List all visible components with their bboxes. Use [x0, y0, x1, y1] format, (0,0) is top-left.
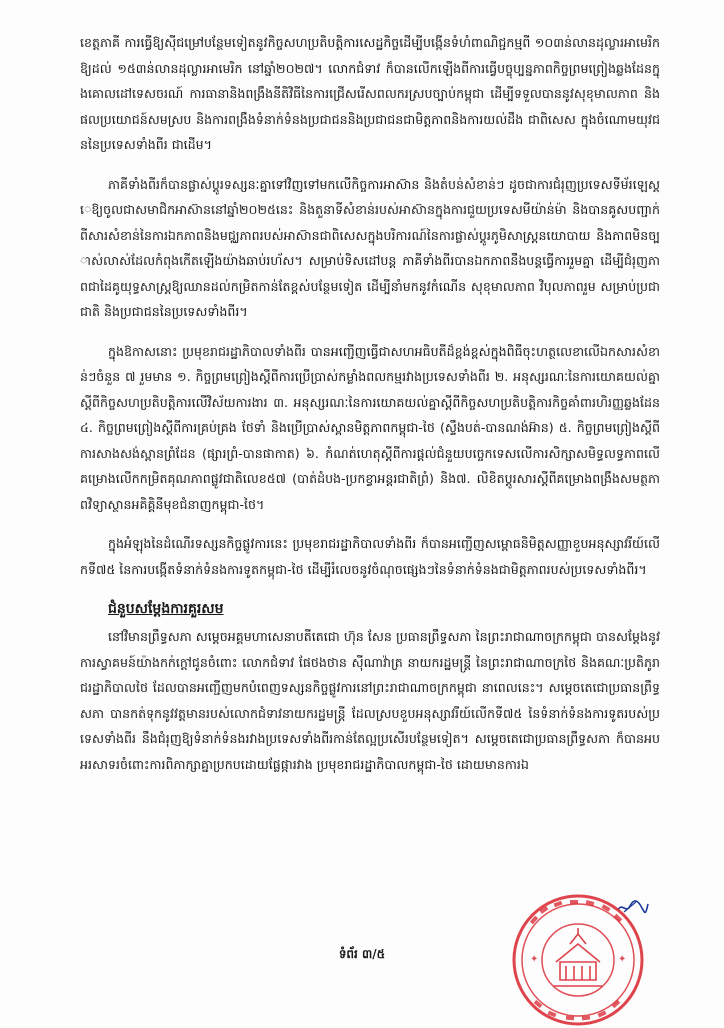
paragraph-2: ភាគីទាំងពីរក៏បានផ្លាស់ប្តូរទស្សនៈគ្នាទៅវិញទៅមកលើកិច្ចការអាស៊ាន និងតំបន់សំខាន់ៗ ដូចជាការជំរុញប្រទេសទីម័រឡេស្តេឱ្យចូលជាសមាជិកអាស៊ាននៅឆ្នាំ២០២៥នេះ និងតួនាទីសំខាន់របស់អាស៊ានក្នុងការជួយប្រទេសមីយ៉ាន់ម៉ា និងបានគូសបញ្ជាក់ពីសារសំខាន់នៃការឯកភាពនិងមជ្ឈភាពរបស់អាស៊ានជាពិសេសក្នុងបរិការណ៍នៃការផ្លាស់ប្តូរភូមិសាស្ត្រនយោបាយ និងភាពមិនច្បាស់លាស់ដែលកំពុងកើតឡើងយ៉ាងឆាប់រហ័ស។ សម្រាប់ទិសដៅបន្ត ភាគីទាំងពីរបានឯកភាពនឹងបន្តធ្វើការរួមគ្នា ដើម្បីជំរុញភាពជាដៃគូយុទ្ធសាស្ត្រឱ្យឈានដល់កម្រិតកាន់តែខ្ពស់បន្ថែមទៀត ដើម្បីនាំមកនូវកំណើន សុខុមាលភាព វិបុលភាពរួម សម្រាប់ប្រជាជាតិ និងប្រជាជននៃប្រទេសទាំងពីរ។	[80, 176, 660, 319]
section-heading: ជំនួបសម្ដែងការគួរសម	[108, 601, 224, 617]
document-body	[80, 30, 660, 791]
paragraph-1: ខេត្តភាគី ការធ្វើឱ្យស៊ីជម្រៅបន្ថែមទៀតនូវកិច្ចសហប្រតិបត្តិការសេដ្ឋកិច្ចដើម្បីបង្កើនទំហំពាណិជ្ជកម្មពី ១០៣ន់លានដុល្លារអាមេរិក ឱ្យដល់ ១៥៣ន់លានដុល្លារអាមេរិក នៅឆ្នាំ២០២៧។ លោកជំទាវ ក៏បានលើកឡើងពីការធ្វើបច្ចុប្បន្នភាពកិច្ចព្រមព្រៀងឆ្លងដែនក្នុងគោលដៅទេសចរណ៍ ការធានានិងពង្រឹងនីតិវិធីនៃការជ្រើសរើសពលករស្របច្បាប់កម្ពុជា ដើម្បីទទួលបាននូវសុខុមាលភាព និងផលប្រយោជន៍សមស្រប និងការពង្រឹងទំនាក់ទំនងប្រជាជននិងប្រជាជនជាមិត្តភាពនិងការយល់ដឹង ជាពិសេស ក្នុងចំណោមយុវជននៃប្រទេសទាំងពីរ ជាដើម។	[80, 35, 660, 152]
page-number: ទំព័រ ៣/៥	[338, 947, 386, 961]
paragraph-5: នៅវិមានព្រឹទ្ធសភា សម្ដេចអគ្គមហាសេនាបតីតេជោ ហ៊ុន សែន ប្រធានព្រឹទ្ធសភា នៃព្រះរាជាណាចក្រកម្ពុជា បានសម្ដែងនូវការស្វាគមន៍យ៉ាងកក់ក្ដៅជូនចំពោះ លោកជំទាវ ផែថងថាន ស៊ីណាវ៉ាត្រ នាយករដ្ឋមន្ត្រី នៃព្រះរាជាណាចក្រថៃ និងគណៈប្រតិភូរាជរដ្ឋាភិបាលថៃ ដែលបានអញ្ជើញមកបំពេញទស្សនកិច្ចផ្លូវការនៅព្រះរាជាណាចក្រកម្ពុជា នាពេលនេះ។ សម្ដេចតេជោប្រធានព្រឹទ្ធសភា បានកត់ទុកនូវវត្តមានរបស់លោកជំទាវនាយករដ្ឋមន្ត្រី ដែលស្របខួបអនុស្សាវរីយ៍លើកទី៧៥ នៃទំនាក់ទំនងការទូតរបស់ប្រទេសទាំងពីរ នឹងជំរុញឱ្យទំនាក់ទំនងរវាងប្រទេសទាំងពីរកាន់តែល្អប្រសើរបន្ថែមទៀត។ សម្ដេចតេជោប្រធានព្រឹទ្ធសភា ក៏បានអបអរសាទរចំពោះការពិភាក្សាគ្នាប្រកបដោយផ្លែផ្ការវាង ប្រមុខរាជរដ្ឋាភិបាលកម្ពុជា-ថៃ ដោយមានការឯ	[80, 629, 660, 772]
svg-text:✦: ✦	[530, 954, 539, 965]
paragraph-4: ក្នុងអំឡុងនៃដំណើរទស្សនកិច្ចផ្លូវការនេះ ប្រមុខរាជរដ្ឋាភិបាលទាំងពីរ ក៏បានអញ្ជើញសម្ពោធនិមិត្តសញ្ញាខួបអនុស្សាវរីយ៍លើកទី៧៥ នៃការបង្កើតទំនាក់ទំនងការទូតកម្ពុជា-ថៃ ដើម្បីរំលេចនូវចំណុចផ្សេងៗនៃទំនាក់ទំនងជាមិត្តភាពរបស់ប្រទេសទាំងពីរ។	[80, 536, 660, 577]
svg-text:✦: ✦	[618, 954, 627, 965]
paragraph-3: ក្នុងឱកាសនោះ ប្រមុខរាជរដ្ឋាភិបាលទាំងពីរ បានអញ្ជើញធ្វើជាសហអធិបតីដ៏ខ្ពង់ខ្ពស់ក្នុងពិធីចុះហត្ថលេខាលើឯកសារសំខាន់ៗចំនួន ៧ រួមមាន ១. កិច្ចព្រមព្រៀងស្តីពីការប្រើប្រាស់កម្លាំងពលកម្មរវាងប្រទេសទាំងពីរ ២. អនុស្សរណៈនៃការយោគយល់គ្នាស្តីពីកិច្ចសហប្រតិបត្តិការលើវិស័យការងារ ៣. អនុស្សរណៈនៃការយោគយល់គ្នាស្តីពីកិច្ចសហប្រតិបត្តិការកិច្ចគាំពារហិរញ្ញឆ្លងដែន ៤. កិច្ចព្រមព្រៀងស្តីពីការគ្រប់គ្រង ថែទាំ និងប្រើប្រាស់ស្ពានមិត្តភាពកម្ពុជា-ថៃ (ស្ទឹងបត់-បានណង់អ៊ាន) ៥. កិច្ចព្រមព្រៀងស្តីពីការសាងសង់ស្ពានព្រំដែន (ផ្សារព្រំ-បានផាកាត) ៦. កំណត់ហេតុស្តីពីការផ្តល់ជំនួយបច្ចេកទេសលើការសិក្សាសមិទ្ធលទ្ធភាពលើគម្រោងលើកកម្រិតគុណភាពផ្លូវជាតិលេខ៥៧ (បាត់ដំបង-ប្រកខ្វាអន្តរជាតិព្រំ) និង៧. លិខិតប្តូរសារស្តីពីគម្រោងពង្រឹងសមត្ថភាពវិទ្យាស្ថានអគិគ្គិនីមុខជំនាញកម្ពុជា-ថៃ។	[80, 343, 660, 512]
